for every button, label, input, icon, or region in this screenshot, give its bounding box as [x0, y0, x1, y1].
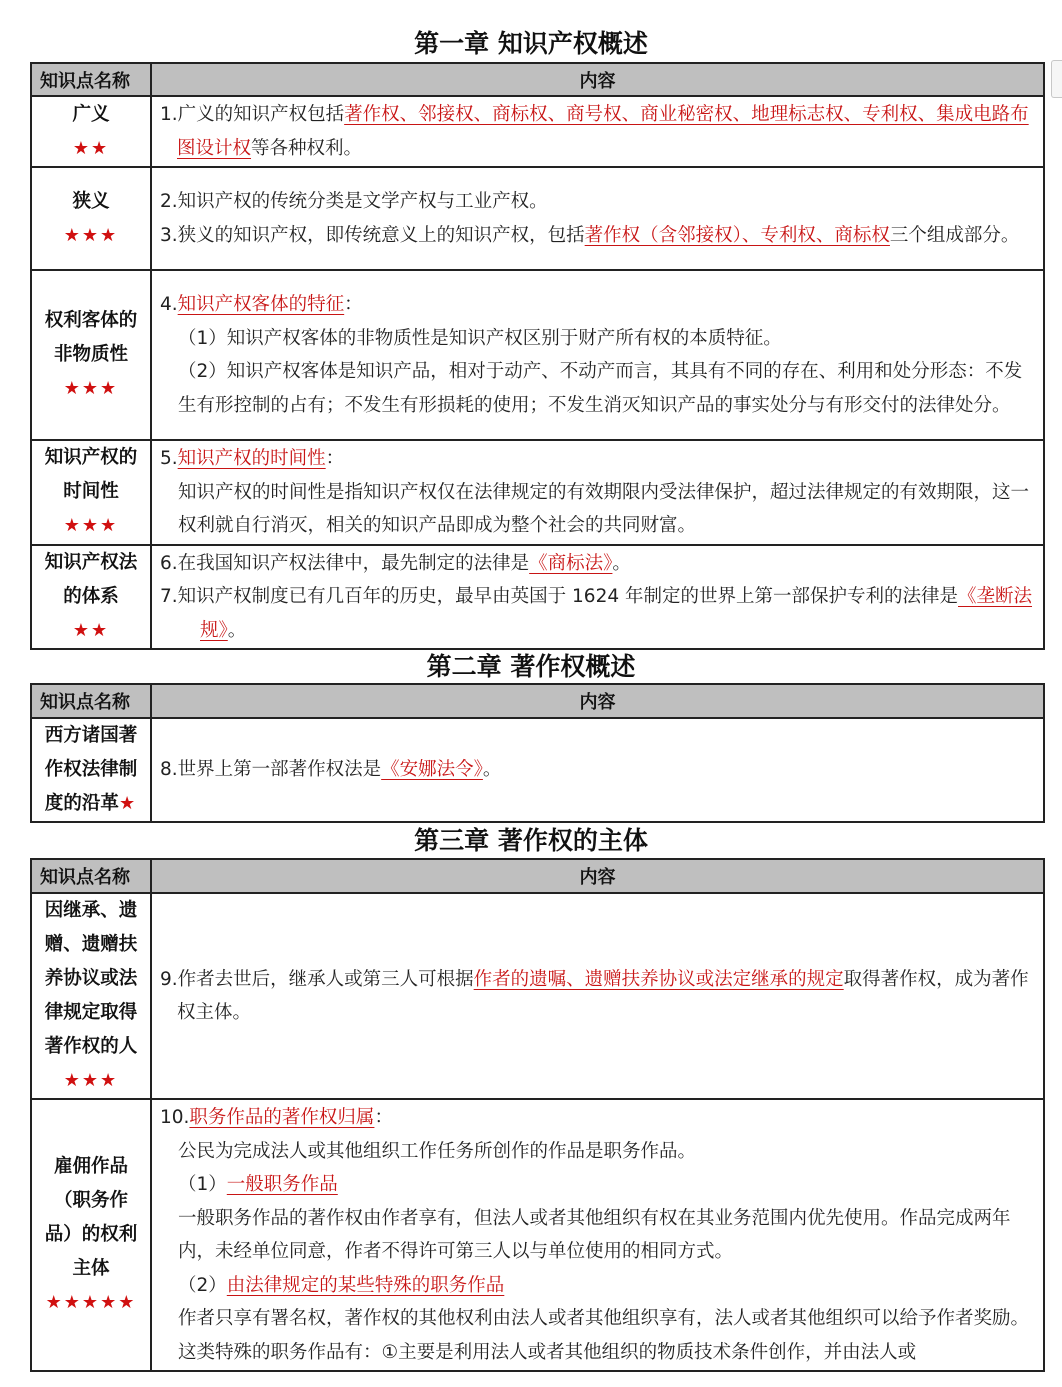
- header-content: 内容: [151, 684, 1044, 718]
- importance-stars: ★★★★★: [45, 1292, 137, 1313]
- highlight-text: 《商标法》: [529, 552, 613, 574]
- table-row: [31, 718, 1044, 822]
- highlight-text: 知识产权客体的特征: [177, 294, 345, 315]
- knowledge-point-name: 因继承、遗 赠、遗赠扶 养协议或法 律规定取得 著作权的人 ★★★: [31, 893, 151, 1099]
- highlight-text: 作者的遗嘱、遗赠扶养协议或法定继承的规定: [473, 968, 844, 990]
- highlight-text: 一般职务作品: [226, 1174, 338, 1195]
- header-name: 知识点名称: [31, 859, 151, 893]
- knowledge-point-content: 6.在我国知识产权法律中，最先制定的法律是《商标法》。 7.知识产权制度已有几百年的历史，最早由英国于 1624 年制定的世界上第一部保护专利的法律是《垄断法规》。: [151, 545, 1044, 650]
- knowledge-point-name: 广义 ★★: [31, 96, 151, 167]
- table-row: [31, 167, 1044, 270]
- highlight-text: 《垄断法规》: [200, 586, 1033, 641]
- header-name: 知识点名称: [31, 684, 151, 718]
- highlight-text: 知识产权的时间性: [177, 448, 326, 469]
- table-row: [31, 1099, 1044, 1371]
- importance-stars: ★★: [72, 619, 110, 641]
- importance-stars: ★★: [72, 137, 110, 159]
- knowledge-point-name: 知识产权的 时间性 ★★★: [31, 440, 151, 545]
- chapter-3-title: 第三章 著作权的主体: [414, 826, 648, 855]
- knowledge-point-content: 2.知识产权的传统分类是文学产权与工业产权。 3.狭义的知识产权，即传统意义上的知识产权，包括著作权（含邻接权）、专利权、商标权三个组成部分。: [151, 167, 1044, 270]
- table-row: [31, 440, 1044, 545]
- knowledge-point-name: 西方诸国著 作权法律制 度的沿革★: [31, 718, 151, 822]
- knowledge-point-content: 10.职务作品的著作权归属： 公民为完成法人或其他组织工作任务所创作的作品是职务作品。 （1）一般职务作品 一般职务作品的著作权由作者享有，但法人或者其他组织有权在其业务范围内优先使用。作品完成两年内，未经单位同意，作者不得许可第三人以与单位使用的相同方式。 （2）由法律规定的某些特殊的职务作品 作者只享有署名权，著作权的其他权利由法人或者其他组织享有，法人或者其他组织可以给予作者奖励。这类特殊的职务作品有：①主要是利用法人或者其他组织的物质技术条件创作，并由法人或: [151, 1099, 1044, 1371]
- importance-stars: ★★★: [63, 1070, 119, 1091]
- table-row: [31, 270, 1044, 440]
- chapter-1-title: 第一章 知识产权概述: [414, 29, 648, 58]
- table-row: [31, 893, 1044, 1099]
- side-scroll-tab[interactable]: [1051, 60, 1062, 98]
- header-content: 内容: [151, 859, 1044, 893]
- table-row: [31, 96, 1044, 167]
- knowledge-point-content: 9.作者去世后，继承人或第三人可根据作者的遗嘱、遗赠扶养协议或法定继承的规定取得著作权，成为著作权主体。: [151, 893, 1044, 1099]
- highlight-text: 由法律规定的某些特殊的职务作品: [226, 1274, 505, 1296]
- knowledge-point-name: 雇佣作品 （职务作 品）的权利 主体 ★★★★★: [31, 1099, 151, 1371]
- header-name: 知识点名称: [31, 63, 151, 96]
- knowledge-point-content: 1.广义的知识产权包括著作权、邻接权、商标权、商号权、商业秘密权、地理标志权、专利权、集成电路布图设计权等各种权利。: [151, 96, 1044, 167]
- knowledge-point-name: 狭义 ★★★: [31, 167, 151, 270]
- importance-stars: ★★★: [63, 378, 119, 399]
- header-content: 内容: [151, 63, 1044, 96]
- knowledge-point-name: 权利客体的 非物质性 ★★★: [31, 270, 151, 440]
- importance-stars: ★★★: [63, 224, 119, 246]
- chapter-2-title: 第二章 著作权概述: [426, 652, 636, 681]
- importance-stars: ★★★: [63, 515, 119, 537]
- highlight-text: 著作权（含邻接权）、专利权、商标权: [584, 224, 890, 246]
- highlight-text: 《安娜法令》: [381, 759, 483, 781]
- chapter-1-table: [30, 62, 1045, 650]
- knowledge-point-content: 8.世界上第一部著作权法是《安娜法令》。: [151, 718, 1044, 822]
- knowledge-point-name: 知识产权法 的体系 ★★: [31, 545, 151, 650]
- chapter-3-table: [30, 858, 1045, 1372]
- table-row: [31, 545, 1044, 650]
- highlight-text: 著作权、邻接权、商标权、商号权、商业秘密权、地理标志权、专利权、集成电路布图设计权: [177, 104, 1029, 159]
- knowledge-point-content: 4.知识产权客体的特征： （1）知识产权客体的非物质性是知识产权区别于财产所有权的本质特征。 （2）知识产权客体是知识产品，相对于动产、不动产而言，其具有不同的存在、利用和处分形态：不发生有形控制的占有；不发生有形损耗的使用；不发生消灭知识产品的事实处分与有形交付的法律处分。: [151, 270, 1044, 440]
- chapter-2-table: [30, 683, 1045, 823]
- highlight-text: 职务作品的著作权归属: [189, 1107, 375, 1128]
- importance-stars: ★: [118, 793, 138, 814]
- knowledge-point-content: 5.知识产权的时间性： 知识产权的时间性是指知识产权仅在法律规定的有效期限内受法律保护，超过法律规定的有效期限，这一权利就自行消灭，相关的知识产品即成为整个社会的共同财富。: [151, 440, 1044, 545]
